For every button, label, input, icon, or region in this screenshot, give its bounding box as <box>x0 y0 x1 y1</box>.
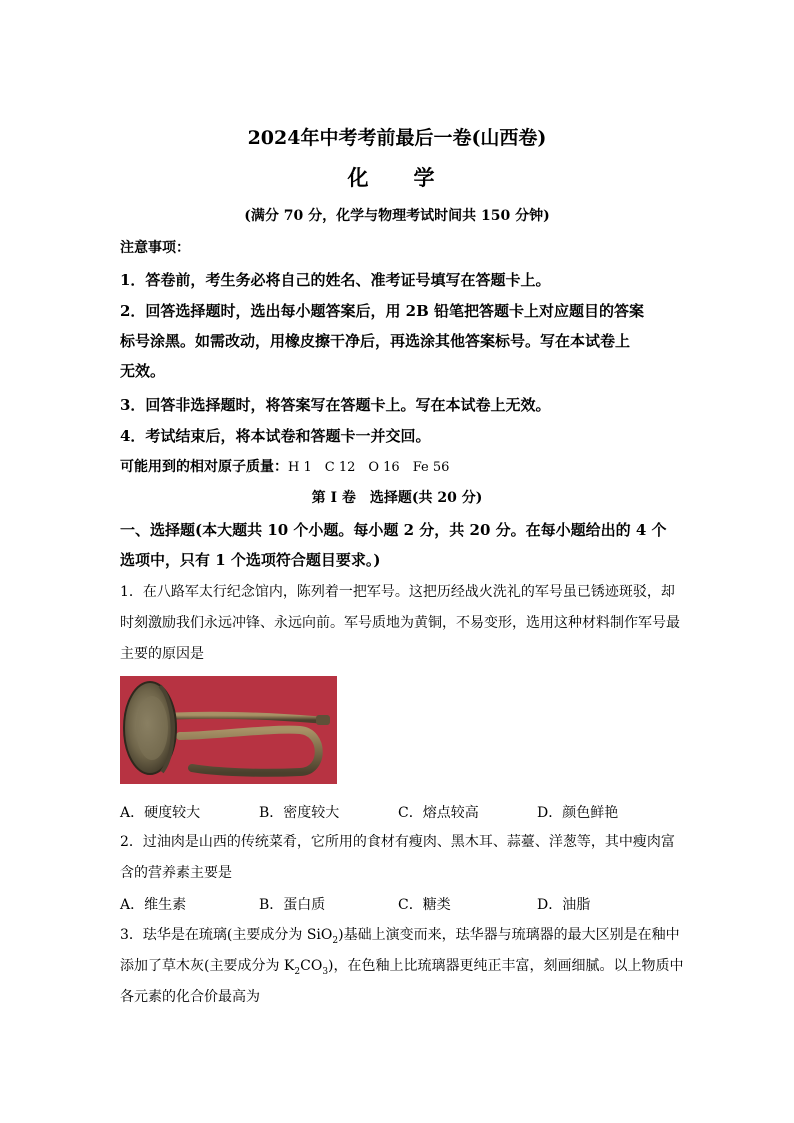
question-3-line-1-end: )基础上演变而来，珐华器与琉璃器的最大区别是在釉中 <box>338 927 680 943</box>
notice-item-2-line-2: 标号涂黑。如需改动，用橡皮擦干净后，再选涂其他答案标号。写在本试卷上 <box>120 332 631 350</box>
question-2-option-a: A．维生素 <box>120 897 187 913</box>
page-title: 2024年中考考前最后一卷(山西卷) <box>247 127 547 149</box>
notice-heading: 注意事项： <box>120 240 190 256</box>
potassium-subscript: 2 <box>294 966 301 977</box>
question-1-option-a: A．硬度较大 <box>120 805 201 821</box>
notice-item-3: 3．回答非选择题时，将答案写在答题卡上。写在本试卷上无效。 <box>120 396 551 414</box>
atomic-mass-values: H 1 C 12 O 16 Fe 56 <box>288 460 450 475</box>
question-1-line-1: 1．在八路军太行纪念馆内，陈列着一把军号。这把历经战火洗礼的军号虽已锈迹斑驳，却 <box>120 584 675 600</box>
question-3-line-1-start: 3．珐华是在琉璃(主要成分为 SiO <box>120 927 333 943</box>
notice-item-1: 1．答卷前，考生务必将自己的姓名、准考证号填写在答题卡上。 <box>120 271 551 289</box>
question-3-line-2-end: )，在色釉上比琉璃器更纯正丰富，刻画细腻。以上物质中 <box>328 958 684 974</box>
question-2-line-2: 含的营养素主要是 <box>120 865 232 881</box>
question-3-line-3: 各元素的化合价最高为 <box>120 989 260 1005</box>
question-2-option-d: D．油脂 <box>537 897 591 913</box>
question-1-option-b: B．密度较大 <box>259 805 340 821</box>
notice-item-4: 4．考试结束后，将本试卷和答题卡一并交回。 <box>120 427 431 445</box>
bugle-photo <box>120 676 337 784</box>
question-2-line-1: 2．过油肉是山西的传统菜肴，它所用的食材有瘦肉、黑木耳、蒜薹、洋葱等，其中瘦肉富 <box>120 834 675 850</box>
question-3-line-1 <box>120 925 680 945</box>
section-instruction-line-1: 一、选择题(本大题共 10 个小题。每小题 2 分，共 20 分。在每小题给出的 4 个 <box>120 521 667 539</box>
silica-subscript: 2 <box>332 935 339 946</box>
question-3-line-2-start: 添加了草木灰(主要成分为 K <box>120 958 295 974</box>
notice-item-2-line-1: 2．回答选择题时，选出每小题答案后，用 2B 铅笔把答题卡上对应题目的答案 <box>120 302 644 320</box>
question-1-option-d: D．颜色鲜艳 <box>537 805 619 821</box>
subject-title: 化 学 <box>347 165 447 190</box>
question-2-option-b: B．蛋白质 <box>259 897 326 913</box>
carbonate-subscript: 3 <box>322 966 329 977</box>
question-1-line-2: 时刻激励我们永远冲锋、永远向前。军号质地为黄铜，不易变形，选用这种材料制作军号最 <box>120 615 680 631</box>
notice-item-2-line-3: 无效。 <box>120 362 166 380</box>
question-1-option-c: C．熔点较高 <box>398 805 479 821</box>
carbonate-formula: CO <box>300 958 323 974</box>
question-2-option-c: C．糖类 <box>398 897 451 913</box>
question-1-line-3: 主要的原因是 <box>120 646 204 662</box>
atomic-mass-label: 可能用到的相对原子质量： <box>120 459 288 475</box>
section-instruction-line-2: 选项中，只有 1 个选项符合题目要求。) <box>120 551 381 569</box>
atomic-mass-line <box>120 457 680 478</box>
scoring-note: (满分 70 分，化学与物理考试时间共 150 分钟) <box>244 208 550 224</box>
section-title: 第 I 卷 选择题(共 20 分) <box>311 490 483 506</box>
question-3-line-2 <box>120 956 684 977</box>
